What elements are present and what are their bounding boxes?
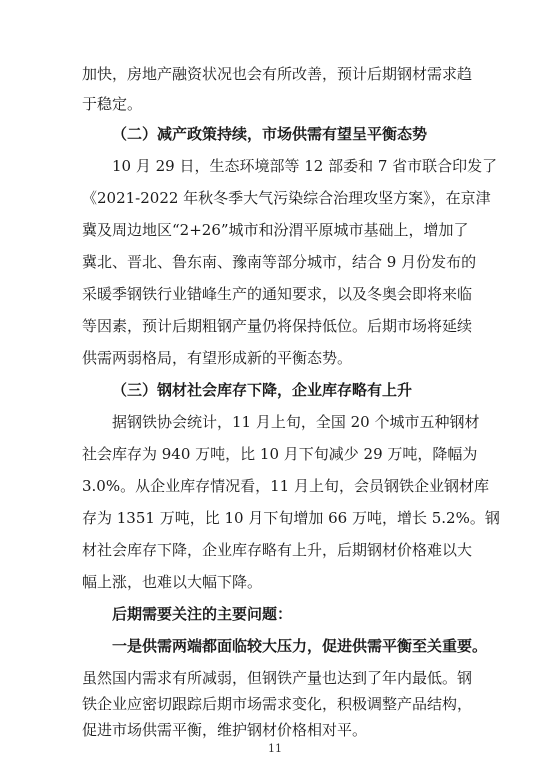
paragraph-line: 于稳定。 bbox=[82, 95, 143, 113]
paragraph-line: 据钢铁协会统计，11 月上旬，全国 20 个城市五种钢材 bbox=[112, 413, 480, 431]
paragraph-line: 促进市场供需平衡，维护钢材价格相对平。 bbox=[82, 721, 368, 739]
issues-heading: 后期需要关注的主要问题： bbox=[112, 605, 293, 623]
paragraph-line: 《2021-2022 年秋冬季大气污染综合治理攻坚方案》，在京津 bbox=[82, 189, 491, 207]
paragraph-line: 材社会库存下降，企业库存略有上升，后期钢材价格难以大 bbox=[82, 541, 473, 559]
section-heading-3: （三）钢材社会库存下降，企业库存略有上升 bbox=[112, 381, 413, 399]
paragraph-line: 虽然国内需求有所减弱，但钢铁产量也达到了年内最低。钢 bbox=[82, 669, 473, 687]
paragraph-line: 等因素，预计后期粗钢产量仍将保持低位。后期市场将延续 bbox=[82, 317, 473, 335]
paragraph-line: 3.0%。从企业库存情况看，11 月上旬，会员钢铁企业钢材库 bbox=[82, 477, 489, 495]
paragraph-line: 幅上涨，也难以大幅下降。 bbox=[82, 573, 263, 591]
paragraph-line: 供需两弱格局，有望形成新的平衡态势。 bbox=[82, 349, 353, 367]
paragraph-line: 社会库存为 940 万吨，比 10 月下旬减少 29 万吨，降幅为 bbox=[82, 445, 478, 463]
issue-one-heading: 一是供需两端都面临较大压力，促进供需平衡至关重要。 bbox=[112, 637, 488, 655]
section-heading-2: （二）减产政策持续，市场供需有望呈平衡态势 bbox=[112, 125, 428, 143]
paragraph-line: 10 月 29 日，生态环境部等 12 部委和 7 省市联合印发了 bbox=[112, 157, 498, 175]
paragraph-line: 冀北、晋北、鲁东南、豫南等部分城市，结合 9 月份发布的 bbox=[82, 253, 477, 271]
paragraph-line: 存为 1351 万吨，比 10 月下旬增加 66 万吨，增长 5.2%。钢 bbox=[82, 509, 500, 527]
paragraph-line: 铁企业应密切跟踪后期市场需求变化，积极调整产品结构， bbox=[82, 695, 473, 713]
paragraph-line: 冀及周边地区“2+26”城市和汾渭平原城市基础上，增加了 bbox=[82, 221, 469, 239]
paragraph-line: 采暖季钢铁行业错峰生产的通知要求，以及冬奥会即将来临 bbox=[82, 285, 473, 303]
page-number: 11 bbox=[268, 742, 282, 755]
paragraph-line: 加快，房地产融资状况也会有所改善，预计后期钢材需求趋 bbox=[82, 65, 473, 83]
